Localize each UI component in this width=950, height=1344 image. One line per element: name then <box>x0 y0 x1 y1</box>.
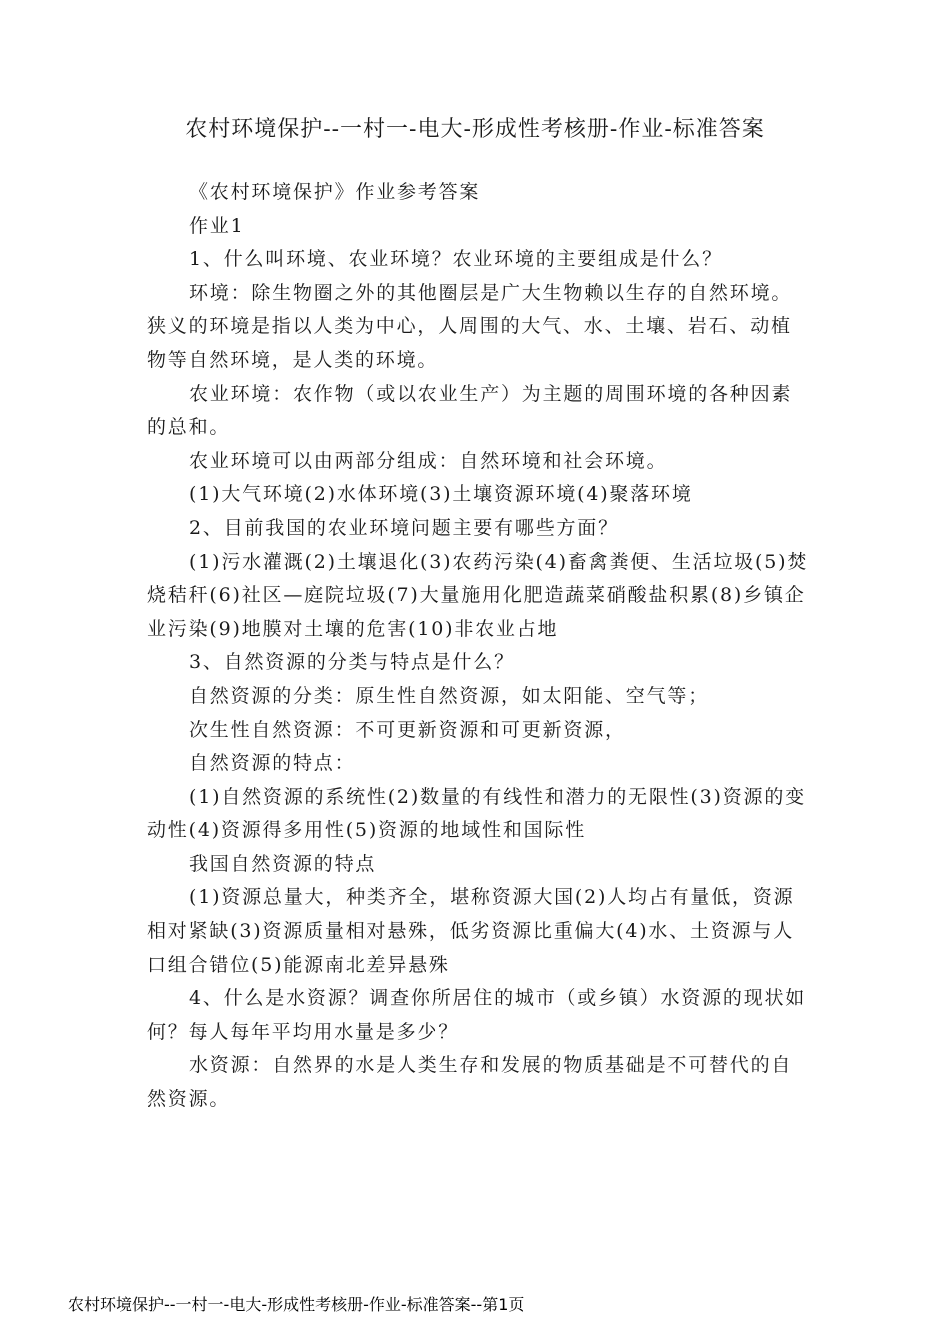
paragraph: (1)污水灌溉(2)土壤退化(3)农药污染(4)畜禽粪便、生活垃圾(5)焚烧秸秆(6)社区—庭院垃圾(7)大量施用化肥造蔬菜硝酸盐积累(8)乡镇企业污染(9)地膜对土壤的危害(10)非农业占地 <box>147 550 809 640</box>
paragraph: 水资源：自然界的水是人类生存和发展的物质基础是不可替代的自然资源。 <box>147 1054 793 1111</box>
document-body <box>147 176 812 1117</box>
paragraph: 作业1 <box>189 214 245 237</box>
question: 3、自然资源的分类与特点是什么？ <box>189 651 515 674</box>
paragraph: 《农村环境保护》作业参考答案 <box>189 181 481 203</box>
paragraph: 农业环境：农作物（或以农业生产）为主题的周围环境的各种因素的总和。 <box>147 382 793 439</box>
paragraph: 我国自然资源的特点 <box>189 852 377 875</box>
page-footer: 农村环境保护--一村一-电大-形成性考核册-作业-标准答案--第1页 <box>68 1295 525 1314</box>
paragraph: (1)自然资源的系统性(2)数量的有线性和潜力的无限性(3)资源的变动性(4)资源得多用性(5)资源的地域性和国际性 <box>147 785 806 842</box>
paragraph: 环境：除生物圈之外的其他圈层是广大生物赖以生存的自然环境。狭义的环境是指以人类为中心，人周围的大气、水、土壤、岩石、动植物等自然环境，是人类的环境。 <box>147 281 793 371</box>
document-title: 农村环境保护--一村一-电大-形成性考核册-作业-标准答案 <box>185 117 765 142</box>
question: 1、什么叫环境、农业环境？农业环境的主要组成是什么？ <box>189 248 723 271</box>
paragraph: 自然资源的分类：原生性自然资源，如太阳能、空气等； <box>189 684 710 707</box>
paragraph: 自然资源的特点： <box>189 752 356 775</box>
paragraph: 次生性自然资源：不可更新资源和可更新资源， <box>189 718 626 741</box>
paragraph: 农业环境可以由两部分组成：自然环境和社会环境。 <box>189 449 668 472</box>
question: 2、目前我国的农业环境问题主要有哪些方面？ <box>189 516 619 539</box>
paragraph: (1)大气环境(2)水体环境(3)土壤资源环境(4)聚落环境 <box>189 483 693 506</box>
paragraph: (1)资源总量大，种类齐全，堪称资源大国(2)人均占有量低，资源相对紧缺(3)资源质量相对悬殊，低劣资源比重偏大(4)水、土资源与人口组合错位(5)能源南北差异悬殊 <box>147 886 795 976</box>
question: 4、什么是水资源？调查你所居住的城市（或乡镇）水资源的现状如何？每人每年平均用水量是多少？ <box>147 987 807 1043</box>
